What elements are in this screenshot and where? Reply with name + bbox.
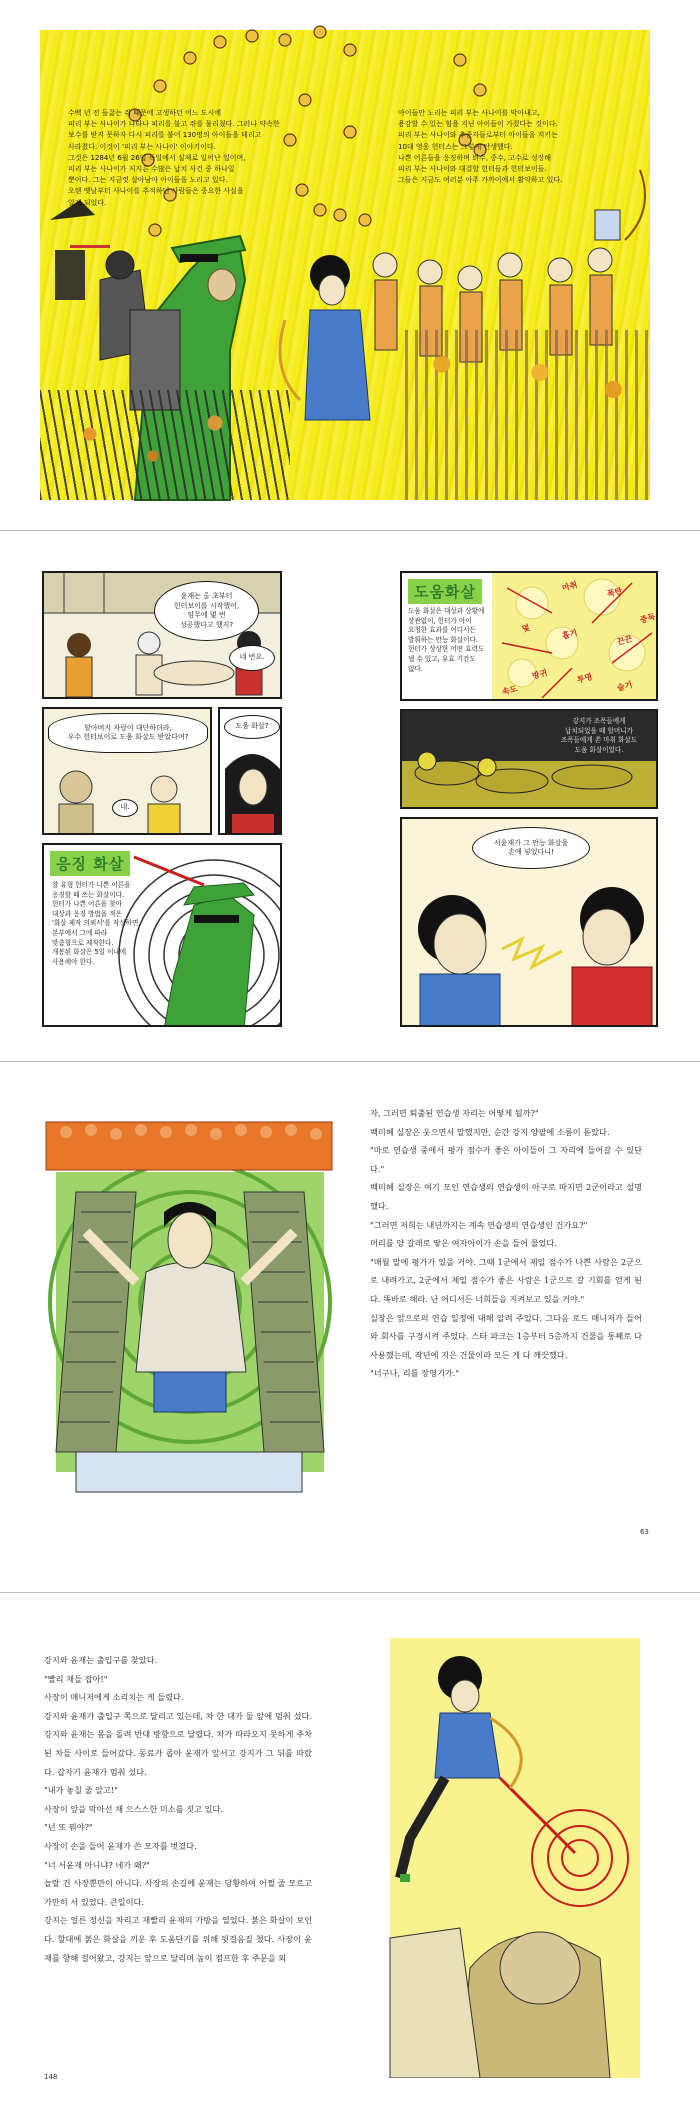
paragraph: "매월 말에 평가가 있을 거야. 그때 1군에서 제일 점수가 나쁜 사람은 2군으로 내려가고, 2군에서 제일 점수가 좋은 사람은 1군으로 갈 기회를 얻게 된다. 똑바로 해라. 난 어디서든 너희들을 지켜보고 있을 거야." <box>370 1256 642 1304</box>
page-148-body <box>44 1651 312 1967</box>
punishment-arrow-title: 응징 화살 <box>50 851 130 876</box>
text-line: 오랜 옛날부터 사나이를 추적하던 사람들은 중요한 사실을 <box>68 187 244 196</box>
text-line: 사라졌다. 이것이 '피리 부는 사나이' 이야기이다. <box>68 142 216 151</box>
text-line: 그들은 지금도 여러분 아주 가까이에서 활약하고 있다. <box>398 176 563 185</box>
paragraph: 백미혜 실장은 웃으면서 말했지만, 순간 강지 양팔에 소름이 돋았다. <box>370 1126 610 1137</box>
page-number: 63 <box>640 1528 649 1536</box>
paragraph: 강지와 윤재는 출입구를 찾았다. <box>44 1655 158 1665</box>
text-line: 10대 영웅 헌터스는 그렇게 탄생했다. <box>398 142 513 151</box>
help-arrow-description: 도움 화살은 대상과 상황에 상관없이, 헌터가 아이 요청한 효과를 어디서든 발휘하는 만능 화살이다. 헌터가 상상한 어떤 효력도 낼 수 있고, 유효 기간도 없다. <box>408 607 485 673</box>
arrow-tag: 투명 <box>576 672 594 685</box>
text-line: 보수를 받지 못하자 다시 피리를 불어 130명의 아이들을 데리고 <box>68 131 262 140</box>
paragraph: 사장이 매니저에게 소리치는 게 들렸다. <box>44 1692 184 1703</box>
page-number: 148 <box>44 2073 58 2081</box>
panel-caption: 강지가 조폭들에게 납치되었을 때 할머니가 조폭들에게 쏜 마취 화살도 도움 화살이었다. <box>560 717 638 754</box>
text-line: 피리 부는 사나이가 나타나 피리를 불고 쥐를 물리쳤다. 그러나 약속한 <box>68 120 280 129</box>
novel-page-63 <box>0 1062 700 1592</box>
arrow-tag: 마취 <box>561 580 579 593</box>
comic-panel-grandmother <box>42 707 212 835</box>
paragraph: "너구나, 리틀 장영기가." <box>370 1368 460 1379</box>
paragraph: "넌 또 뭐야?" <box>44 1822 93 1833</box>
speech-bubble: 네 번요. <box>229 645 275 671</box>
flower-field-right <box>405 330 650 500</box>
comic-panel-punishment-arrow <box>42 843 282 1027</box>
arrow-tag: 끈끈 <box>616 634 634 647</box>
paragraph: 강지는 얼른 정신을 차리고 재빨리 윤재의 가방을 열었다. 붉은 화살이 보인다. 할대에 붉은 화살을 끼운 후 도움단기를 위해 뒷걸음질 쳤다. 사장이 윤재를 향해 걸어왔고, 강지는 앞으로 달리며 높이 점프한 후 주문을 외 <box>44 1915 312 1963</box>
paragraph: 머리를 양 갈래로 땋은 여자아이가 손을 들어 물었다. <box>370 1238 557 1249</box>
paragraph: "빨리 재들 잡아!" <box>44 1673 108 1684</box>
arrow-tag: 방귀 <box>531 668 549 681</box>
arrow-tag: 속도 <box>501 684 519 697</box>
punishment-arrow-description: 찰 유형 헌터가 나쁜 어른을 응징할 때 쓰는 화살이다. 헌터가 나쁜 어른을 찾아 대상과 응징 방법을 적은 '화살 제작 의뢰서'를 작성하면, 본부에서 그에 따라 맞춤형으로 제작한다. 개봉된 화살은 5일 이내에 사용해야 한다. <box>52 881 141 966</box>
comic-page <box>0 531 700 1061</box>
text-line: 아이들만 노리는 피리 부는 사나이를 막아내고, <box>398 109 540 117</box>
speech-bubble: 도움 화살? <box>224 715 280 739</box>
paragraph: "그러면 저희는 내년까지는 계속 연습생의 연습생인 건가요?" <box>370 1219 588 1230</box>
text-line: 나쁜 어른들을 응징하며 퇴수, 중수, 고수로 성장해 <box>398 153 552 162</box>
arrow-tag: 흡기 <box>561 628 579 641</box>
intro-text-left <box>68 108 294 209</box>
paragraph: 놀랄 건 사장뿐만이 아니다. 사장의 손길에 윤재는 당황하여 어쩔 줄 모르고 가만히 서 있었다. 큰일이다. <box>44 1878 312 1907</box>
comic-panel-kids-arrow <box>400 817 658 1027</box>
paragraph: 자, 그러면 퇴출된 연습생 자리는 어떻게 될까?" <box>370 1108 539 1118</box>
speech-bubble: 서윤재가 그 만능 화살을 손에 넣었다니! <box>472 827 590 869</box>
spread-page-1 <box>0 0 700 530</box>
text-line: 그것은 1284년 6월 26일 독일에서 실제로 일어난 일이며, <box>68 153 246 162</box>
text-line: 뿐이다. 그는 지금껏 살아남아 아이들을 노리고 있다. <box>68 176 228 185</box>
flower-field-left <box>40 390 290 500</box>
arrow-tag: 폭탄 <box>606 586 624 599</box>
arrow-tag: 덫 <box>520 623 531 634</box>
comic-panel-family-table <box>42 571 282 699</box>
paragraph: "너 서윤재 아니냐? 네가 왜?" <box>44 1859 150 1870</box>
text-line: 알게 되었다. <box>68 198 107 207</box>
comic-panel-sleeping-thugs <box>400 709 658 809</box>
paragraph: 사장이 앞을 막아선 채 으스스한 미소를 짓고 있다. <box>44 1803 224 1814</box>
paragraph: "내가 놓칠 줄 알고!" <box>44 1785 118 1796</box>
help-arrow-title: 도움화살 <box>408 579 482 604</box>
paragraph: 실장은 앞으로의 연습 일정에 대해 알려 주었다. 그다음 로드 매니저가 들어와 회사를 구경시켜 주었다. 스타 파크는 1층부터 5층까지 건물을 통째로 다 사용했는데, 작년에 지은 건물이라 모든 게 다 깨끗했다. <box>370 1312 642 1360</box>
paragraph: "마로 연습생 중에서 평가 점수가 좋은 아이들이 그 자리에 들어갈 수 있단다." <box>370 1145 642 1174</box>
novel-page-148 <box>0 1593 700 2123</box>
speech-bubble: 윤재는 올 초부터 헌터보이를 시작했어, 임무에 몇 번 성공했다고 했지? <box>154 581 259 641</box>
comic-panel-yunjae <box>218 707 282 835</box>
paragraph: 사장이 손을 들어 윤재가 쓴 모자를 벗겼다. <box>44 1840 197 1851</box>
speech-bubble: 할아버지 자랑이 대단하더라, 우수 헌터보이로 도움 화살도 받았다며? <box>48 713 208 753</box>
text-line: 피리 부는 사나이와 추종자들로부터 아이들을 지키는 <box>398 131 558 140</box>
arrow-tag: 술기 <box>616 680 634 693</box>
comic-panel-help-arrow <box>400 571 658 701</box>
paragraph: 백미혜 실장은 여기 모인 연습생의 연습생이 아구로 따지면 2군이라고 설명했다. <box>370 1182 642 1211</box>
paragraph: 강지와 윤재가 출입구 쪽으로 달리고 있는데, 차 한 대가 둘 앞에 멈춰 섰다. 강지와 윤재는 몸을 돌려 반대 방향으로 달렸다. 차가 따라오지 못하게 주차된 차들 사이로 들어갔다. 동료가 좁아 윤재가 앞서고 강지가 그 뒤를 따랐다. 갑자기 윤재가 멈춰 섰다. <box>44 1710 312 1777</box>
arrow-tag: 중독 <box>639 612 657 625</box>
page-63-body <box>370 1104 642 1383</box>
speech-bubble: 네. <box>112 799 138 817</box>
jumping-archer-illustration <box>350 1638 660 2078</box>
text-line: 수백 년 전 들끓는 쥐 때문에 고생하던 어느 도시에 <box>68 109 222 117</box>
text-line: 용감할 수 있는 힘을 지닌 아이들이 가졌다는 것이다. <box>398 120 558 129</box>
intro-text-right <box>398 108 628 186</box>
text-line: 피리 부는 사나이가 저지른 수많은 납치 사건 중 하나일 <box>68 165 235 174</box>
trainee-illustration <box>36 1112 342 1502</box>
text-line: 피리 부는 사나이와 대결할 헌터들과 헌터보이들. <box>398 165 547 174</box>
